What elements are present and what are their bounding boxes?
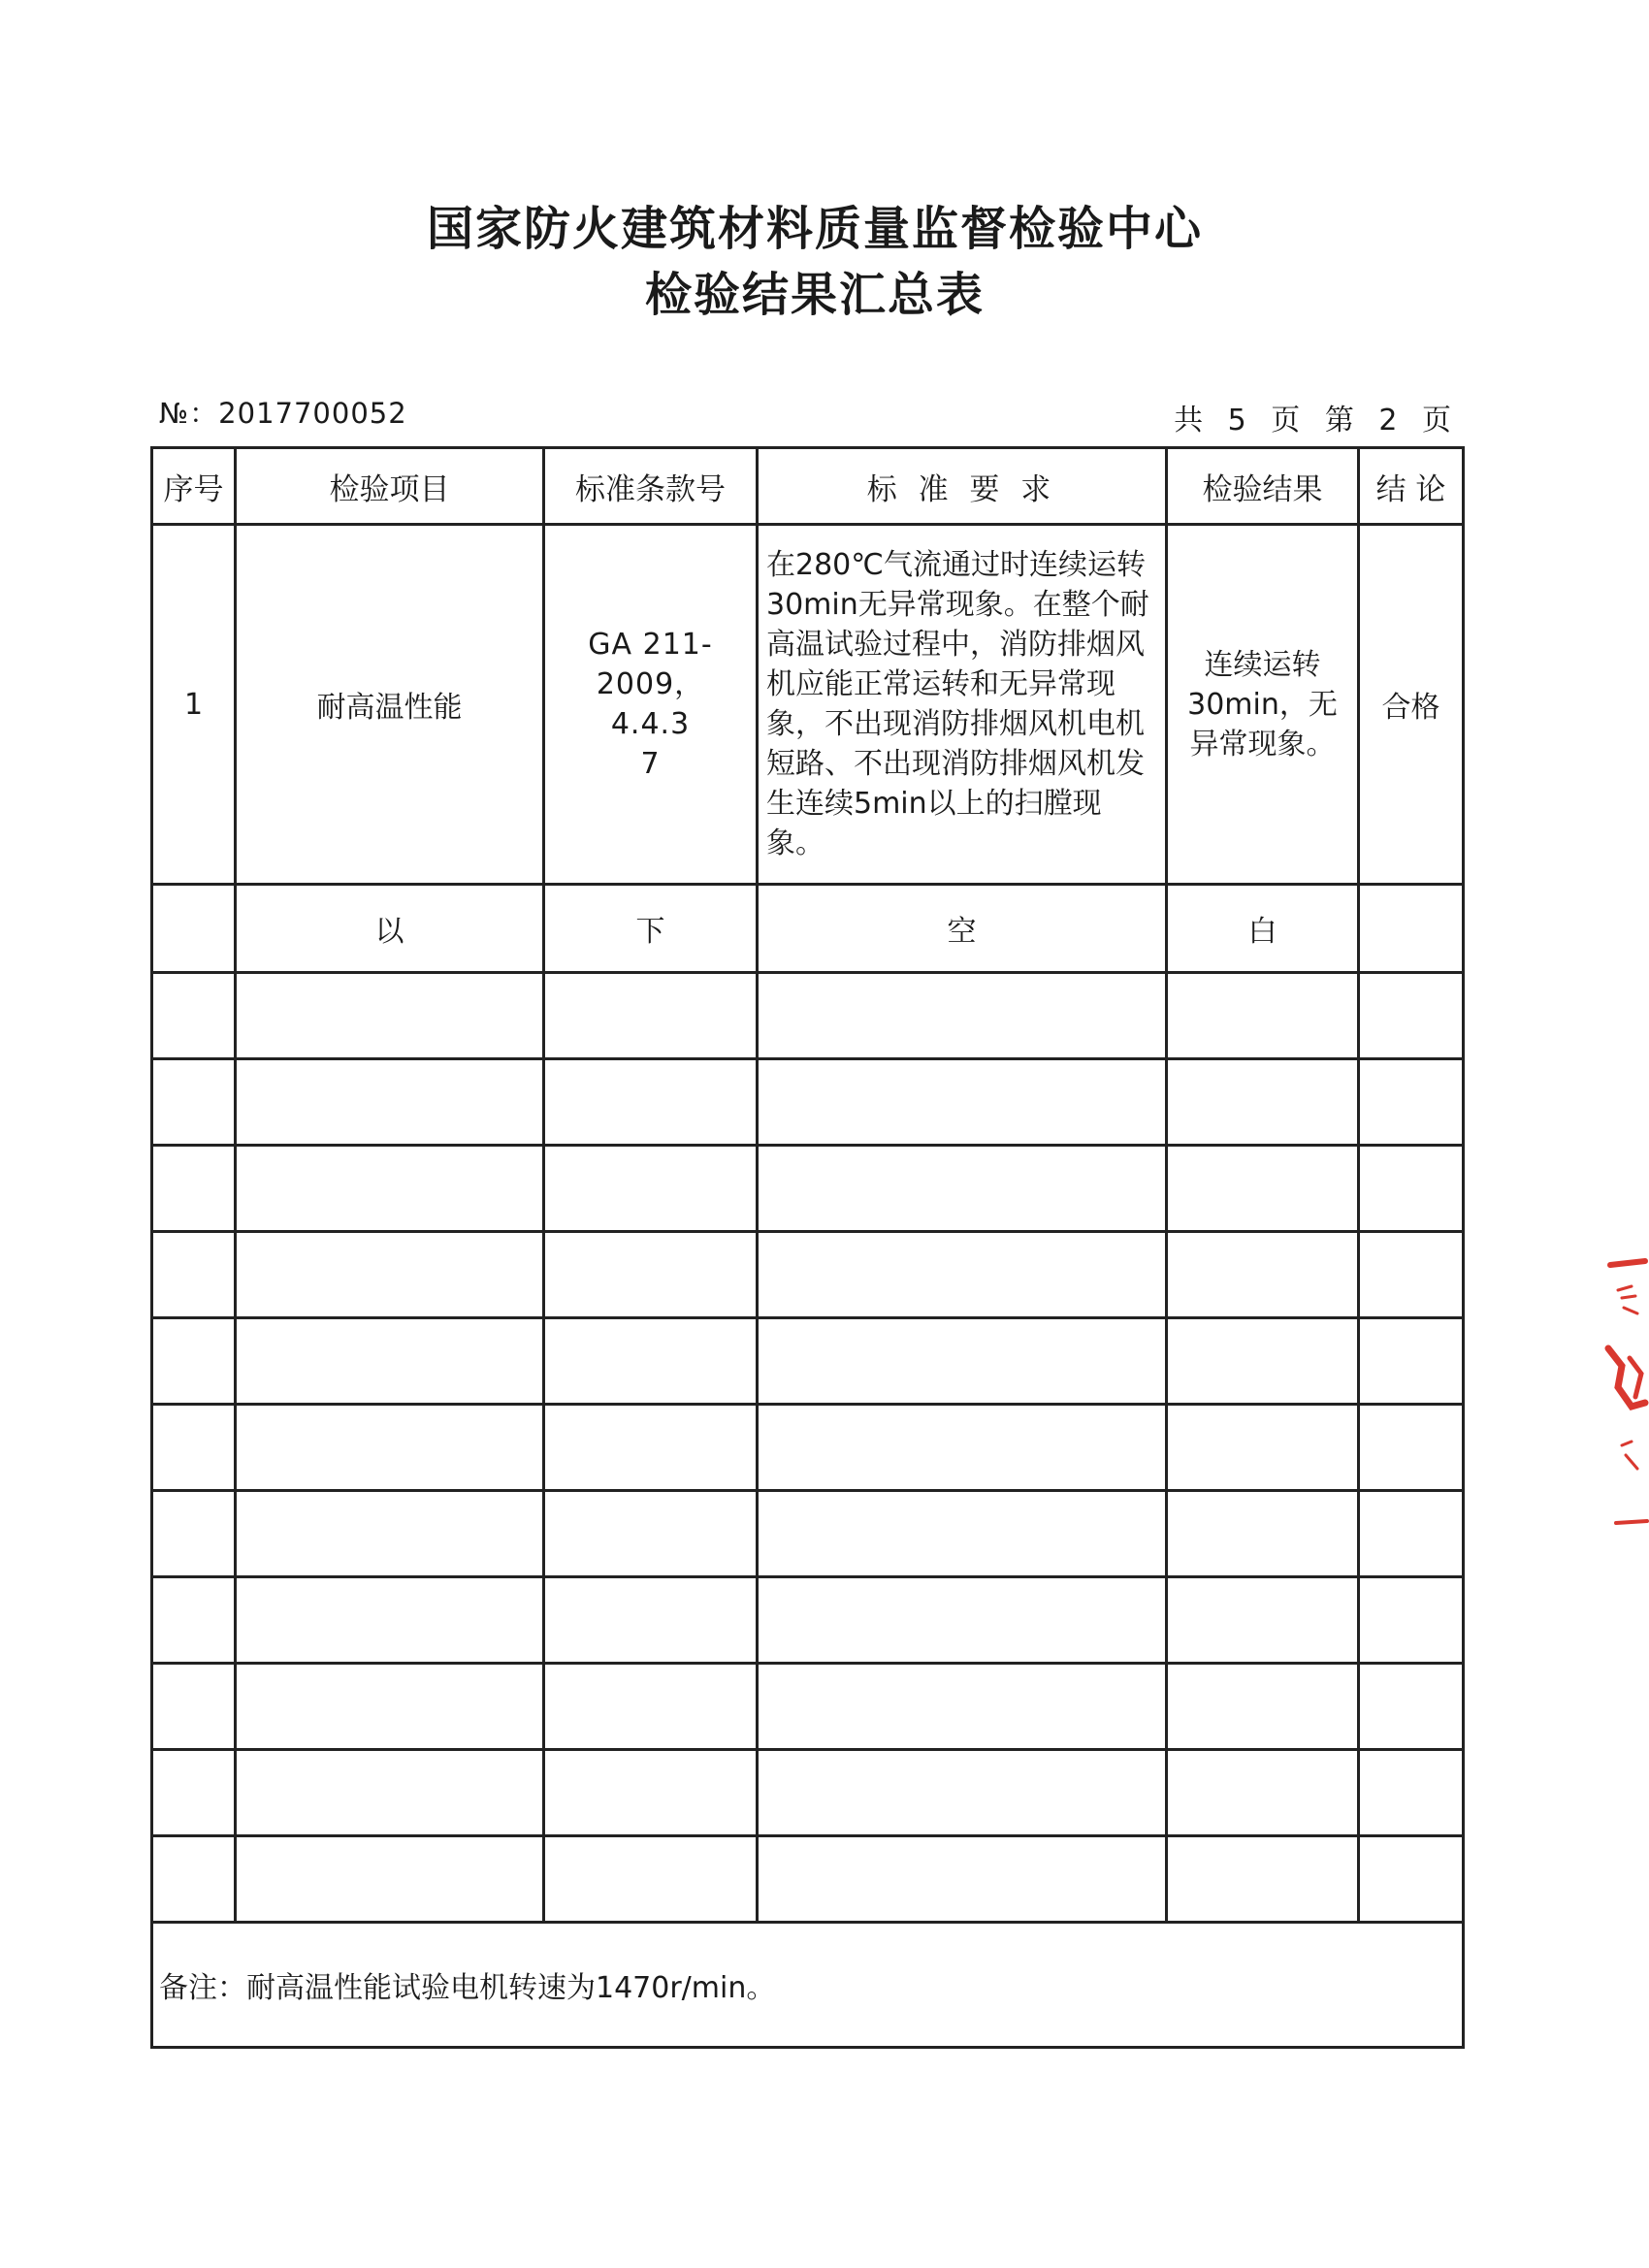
empty-row — [152, 1059, 1464, 1146]
seal-stamp-fragment — [1602, 1251, 1649, 1571]
blank-marker-row — [152, 885, 1464, 973]
standard-line: 2009， — [596, 667, 705, 701]
empty-row — [152, 1146, 1464, 1232]
document-number: №：2017700052 — [159, 397, 407, 430]
cell-requirement: 在280℃气流通过时连续运转30min无异常现象。在整个耐高温试验过程中，消防排烟风机应能正常运转和无异常现象，不出现消防排烟风机电机短路、不出现消防排烟风机发生连续5min以上的扫膛现象。 — [758, 525, 1167, 885]
blank-mark: 白 — [1167, 885, 1359, 973]
header-standard: 标准条款号 — [544, 448, 758, 525]
cell-item: 耐高温性能 — [236, 525, 544, 885]
empty-row — [152, 1232, 1464, 1318]
empty-row — [152, 1664, 1464, 1750]
table-row — [152, 525, 1464, 885]
blank-mark: 空 — [758, 885, 1167, 973]
empty-row — [152, 1750, 1464, 1836]
empty-row — [152, 1491, 1464, 1577]
cell-empty — [1359, 885, 1464, 973]
blank-mark: 以 — [236, 885, 544, 973]
header-conclusion: 结 论 — [1359, 448, 1464, 525]
empty-row — [152, 1577, 1464, 1664]
table-header-row — [152, 448, 1464, 525]
document-subtitle: 检验结果汇总表 — [644, 268, 985, 322]
remark-text: 备注：耐高温性能试验电机转速为1470r/min。 — [152, 1923, 1464, 2048]
header-item: 检验项目 — [236, 448, 544, 525]
standard-line: 7 — [640, 747, 661, 781]
empty-row — [152, 1405, 1464, 1491]
remark-row — [152, 1923, 1464, 2048]
page-info: 共 5 页 第 2 页 — [1174, 404, 1459, 437]
results-table — [150, 446, 1465, 2049]
standard-line: 4.4.3 — [610, 707, 691, 741]
cell-result: 连续运转30min，无异常现象。 — [1167, 525, 1359, 885]
header-requirement: 标 准 要 求 — [758, 448, 1167, 525]
cell-no: 1 — [152, 525, 236, 885]
empty-row — [152, 1318, 1464, 1405]
empty-row — [152, 1836, 1464, 1923]
header-result: 检验结果 — [1167, 448, 1359, 525]
cell-empty — [152, 885, 236, 973]
empty-row — [152, 973, 1464, 1059]
blank-mark: 下 — [544, 885, 758, 973]
header-no: 序号 — [152, 448, 236, 525]
document-title: 国家防火建筑材料质量监督检验中心 — [426, 202, 1203, 256]
cell-standard — [544, 525, 758, 885]
cell-conclusion: 合格 — [1359, 525, 1464, 885]
standard-line: GA 211- — [588, 628, 713, 662]
